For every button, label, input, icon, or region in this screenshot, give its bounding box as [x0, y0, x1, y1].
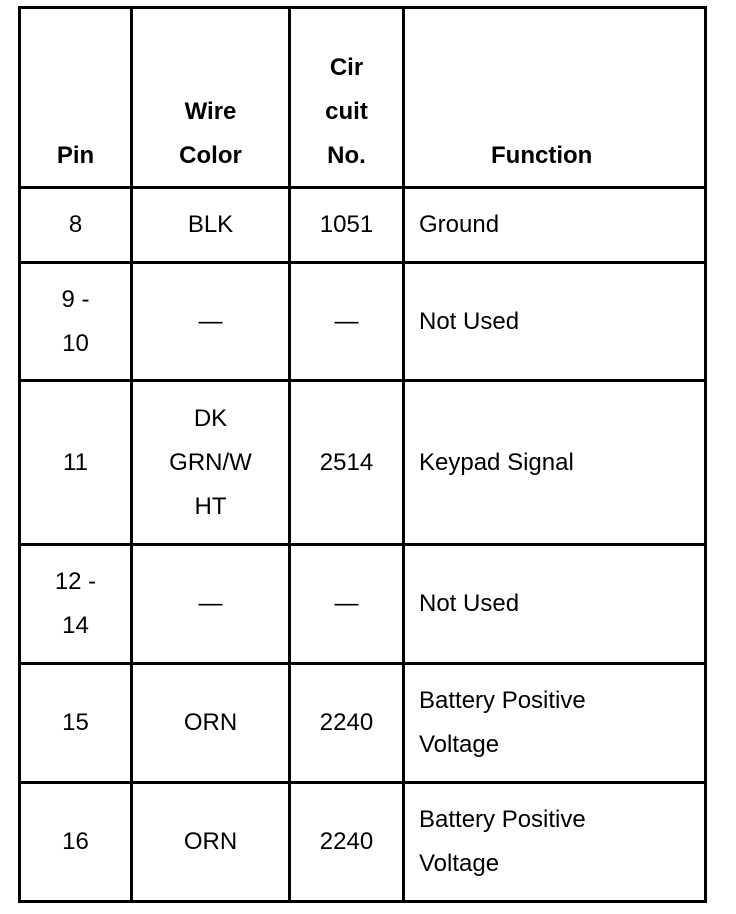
header-row — [20, 8, 706, 188]
table-row — [20, 664, 706, 783]
pin-cell: 8 — [20, 188, 132, 263]
header-pin: Pin — [20, 8, 132, 188]
circuit-cell: 2240 — [290, 664, 404, 783]
connector-pinout-table — [18, 6, 707, 903]
pin-cell: 15 — [20, 664, 132, 783]
function-cell: Keypad Signal — [404, 381, 706, 545]
circuit-cell: 2514 — [290, 381, 404, 545]
table-row — [20, 263, 706, 381]
function-cell: Battery Positive Voltage — [404, 783, 706, 902]
function-cell: Not Used — [404, 545, 706, 664]
wire-color-cell: — — [132, 545, 290, 664]
pin-cell: 9 - 10 — [20, 263, 132, 381]
header-function: Function — [404, 8, 706, 188]
table-row — [20, 381, 706, 545]
function-cell: Ground — [404, 188, 706, 263]
pin-cell: 11 — [20, 381, 132, 545]
pin-cell: 16 — [20, 783, 132, 902]
circuit-cell: — — [290, 263, 404, 381]
function-cell: Not Used — [404, 263, 706, 381]
table-row — [20, 188, 706, 263]
pin-cell: 12 - 14 — [20, 545, 132, 664]
circuit-cell: — — [290, 545, 404, 664]
function-cell: Battery Positive Voltage — [404, 664, 706, 783]
wire-color-cell: BLK — [132, 188, 290, 263]
header-wire-color: Wire Color — [132, 8, 290, 188]
circuit-cell: 1051 — [290, 188, 404, 263]
wire-color-cell: DK GRN/W HT — [132, 381, 290, 545]
circuit-cell: 2240 — [290, 783, 404, 902]
wire-color-cell: ORN — [132, 783, 290, 902]
table-row — [20, 545, 706, 664]
table-row — [20, 783, 706, 902]
header-circuit-number: Cir cuit No. — [290, 8, 404, 188]
wire-color-cell: — — [132, 263, 290, 381]
wire-color-cell: ORN — [132, 664, 290, 783]
